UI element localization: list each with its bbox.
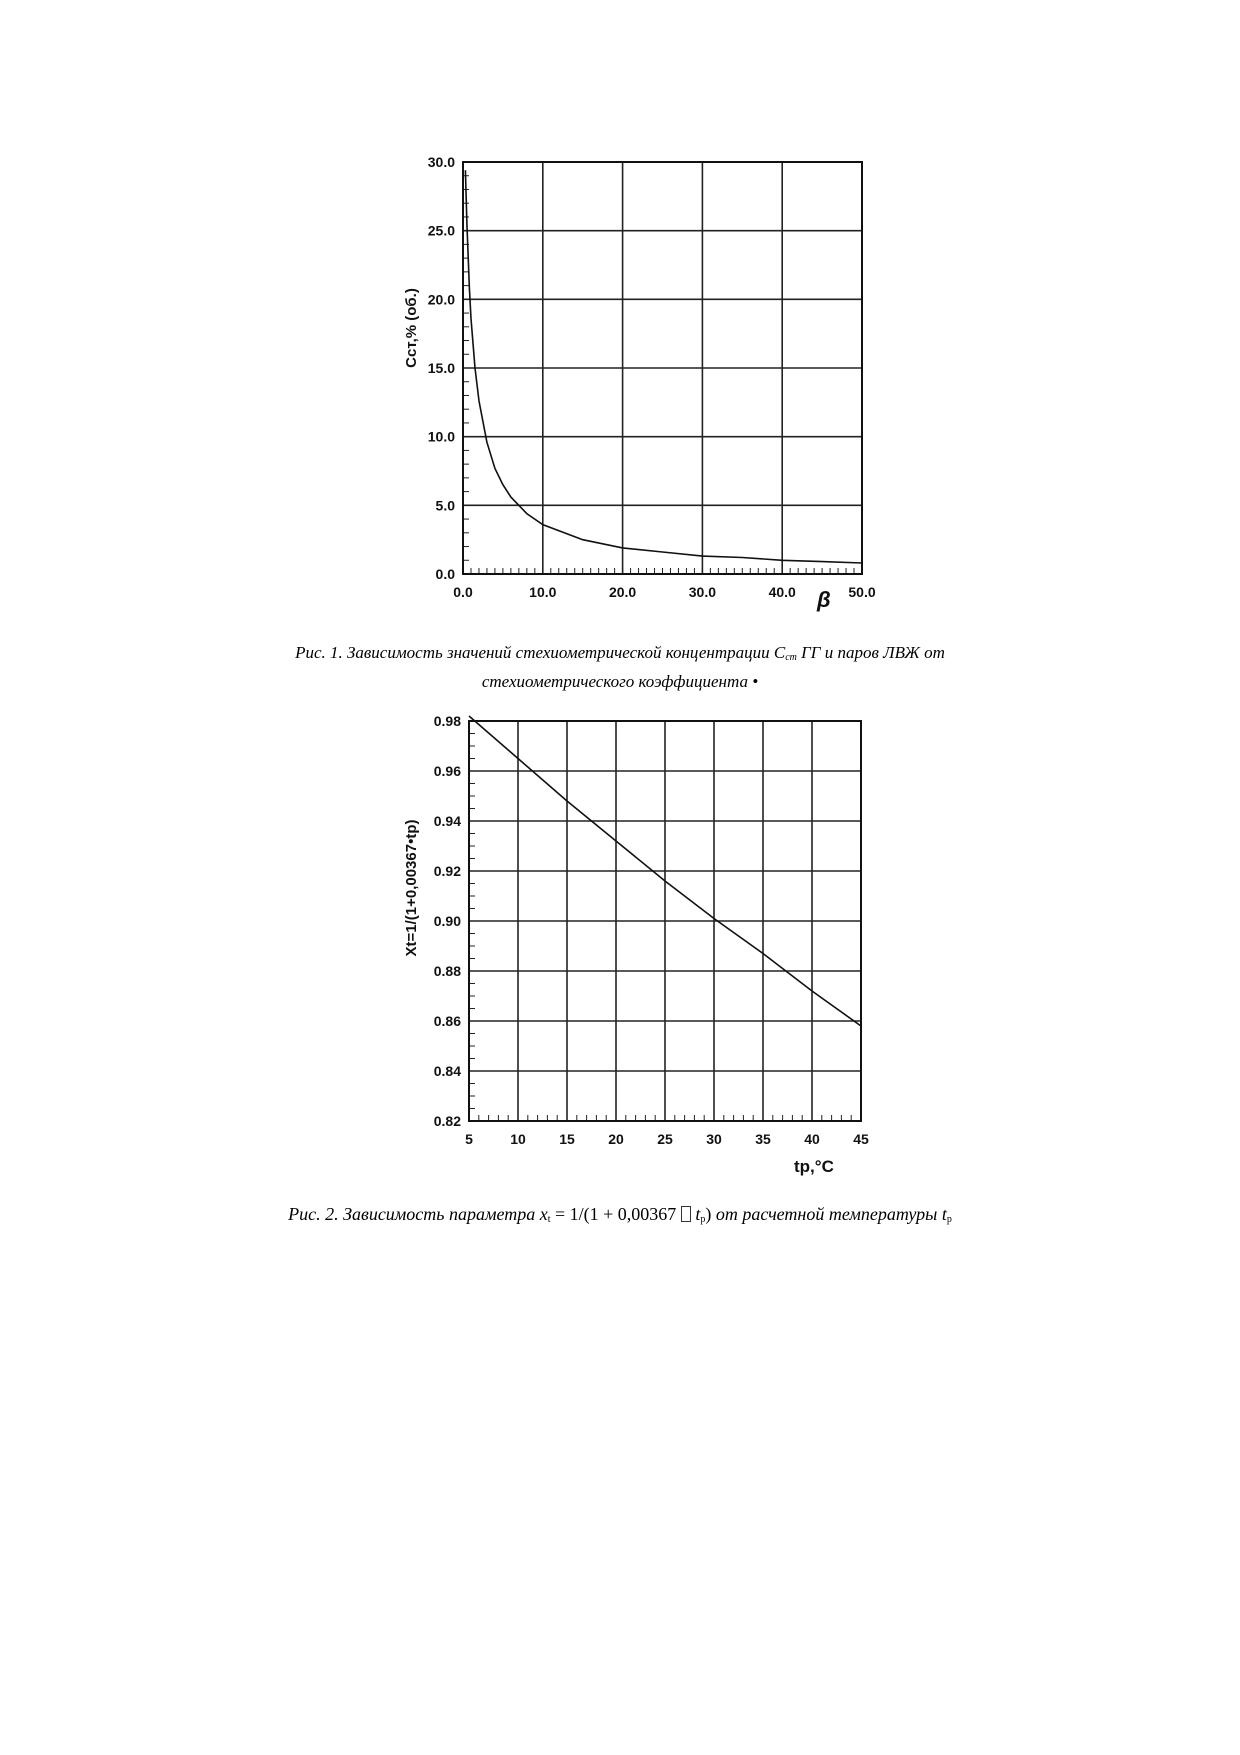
chart-2-caption-formula-end: ) <box>705 1204 712 1224</box>
chart-2-caption-formula: = 1/(1 + 0,00367 <box>550 1204 681 1224</box>
chart-2-x-tick-label: 45 <box>853 1131 869 1147</box>
chart-2-y-tick-label: 0.88 <box>433 963 461 979</box>
chart-2-caption-x: x <box>539 1204 548 1224</box>
chart-1-x-tick-label: 10.0 <box>529 584 557 600</box>
chart-1-caption-mark: • <box>752 672 759 691</box>
chart-1-x-tick-label: 50.0 <box>848 584 876 600</box>
chart-2-x-tick-label: 40 <box>804 1131 820 1147</box>
chart-1-x-tick-label: 20.0 <box>608 584 637 600</box>
chart-1-y-tick-label: 30.0 <box>427 154 455 170</box>
multiply-glyph-icon <box>681 1206 691 1222</box>
chart-1-x-tick-label: 40.0 <box>768 584 796 600</box>
chart-2-y-tick-label: 0.90 <box>433 913 461 929</box>
chart-2-caption-tp-sub: p <box>700 1214 706 1225</box>
chart-1-caption-sub: ст <box>785 652 797 663</box>
chart-2-caption <box>0 1202 1240 1232</box>
chart-1-x-axis-label: β <box>817 587 831 612</box>
chart-2-x-tick-label: 5 <box>465 1131 473 1147</box>
chart-2-grid <box>469 721 861 1121</box>
chart-2-minor-ticks <box>469 734 851 1122</box>
chart-2-x-tick-label: 25 <box>657 1131 673 1147</box>
chart-2-y-tick-label: 0.84 <box>433 1063 461 1079</box>
chart-2-x-tick-label: 35 <box>755 1131 771 1147</box>
chart-2-y-tick-label: 0.98 <box>433 713 461 729</box>
chart-1-x-tick-label: 0.0 <box>453 584 473 600</box>
chart-2-x-axis-label: tp,°C <box>794 1157 834 1176</box>
chart-2-y-tick-label: 0.86 <box>433 1013 461 1029</box>
chart-1-y-tick-label: 10.0 <box>427 428 455 445</box>
chart-1-y-tick-label: 0.0 <box>435 566 455 582</box>
chart-2-x-tick-labels <box>465 1131 869 1147</box>
chart-2-y-tick-label: 0.96 <box>433 763 461 779</box>
chart-1-caption-mid: ГГ и паров ЛВЖ от <box>796 643 945 662</box>
chart-2-caption-tp: t <box>695 1204 701 1224</box>
chart-2-caption-t: t <box>941 1204 947 1224</box>
chart-2-caption-t-sub: p <box>946 1214 952 1225</box>
chart-2-y-tick-label: 0.92 <box>433 863 461 879</box>
chart-2-y-tick-label: 0.94 <box>433 813 461 829</box>
chart-1-y-tick-label: 20.0 <box>427 291 455 308</box>
chart-2-x-tick-label: 30 <box>706 1131 722 1147</box>
chart-2-caption-text: Рис. 2. Зависимость параметра <box>288 1204 540 1224</box>
chart-1-y-tick-label: 25.0 <box>427 222 455 239</box>
chart-1-y-axis-label: Cст,% (об.) <box>403 288 420 368</box>
chart-2-y-tick-labels <box>434 713 461 1129</box>
chart-1-caption-line2: стехиометрического коэффициента <box>481 672 748 691</box>
chart-1-caption-text: Рис. 1. Зависимость значений стехиометрической концентрации С <box>295 643 786 662</box>
chart-1-x-tick-label: 30.0 <box>688 584 717 600</box>
chart-2-caption-rest: от расчетной температуры <box>711 1204 942 1224</box>
chart-2-y-tick-label: 0.82 <box>433 1113 461 1129</box>
chart-1-y-tick-label: 5.0 <box>435 497 455 514</box>
chart-2-x-tick-label: 10 <box>510 1131 526 1147</box>
chart-1-y-tick-label: 15.0 <box>427 360 455 376</box>
chart-2-y-axis-label: Xt=1/(1+0,00367•tp) <box>403 819 420 957</box>
chart-2-caption-x-sub: t <box>547 1214 551 1225</box>
chart-2-x-tick-label: 20 <box>608 1131 624 1147</box>
chart-2-x-tick-label: 15 <box>559 1131 575 1147</box>
